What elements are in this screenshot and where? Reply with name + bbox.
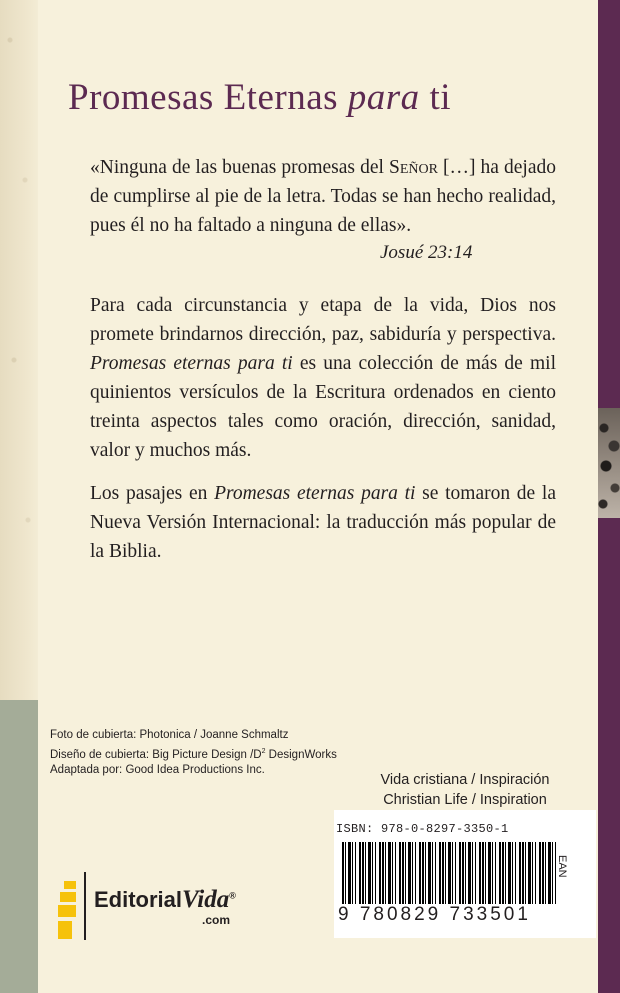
quote-text-a: «Ninguna de las buenas promesas del	[90, 157, 384, 178]
credit-adaptation: Adaptada por: Good Idea Productions Inc.	[50, 763, 265, 776]
ean-label: EAN	[556, 855, 568, 878]
quote-lord-smallcaps: Señor	[388, 157, 438, 178]
publisher-domain: .com	[202, 913, 231, 927]
publisher-word-editorial: Editorial	[94, 887, 183, 912]
para2-text-b: se tomaron de la Nueva Versión Internacional: la traducción más popular de la Biblia.	[90, 483, 556, 562]
title-part-3: ti	[429, 77, 451, 118]
description-paragraph-1	[90, 291, 556, 465]
publisher-word-vida: Vida	[182, 886, 230, 913]
registered-mark: ®	[229, 890, 236, 901]
credit-design-a: Diseño de cubierta: Big Picture Design /D	[50, 748, 262, 761]
title-part-1: Promesas Eternas	[68, 77, 339, 118]
para1-text-b: es una colección de más de mil quinientos versículos de la Escritura ordenados en ciento treinta aspectos tales como oración, dirección, sanidad, valor y muchos más.	[90, 353, 556, 461]
para1-text-a: Para cada circunstancia y etapa de la vida, Dios nos promete brindarnos dirección, paz, sabiduría y perspectiva.	[90, 295, 556, 345]
logo-divider	[84, 872, 86, 940]
title-part-2-italic: para	[347, 77, 420, 118]
book-title	[68, 76, 588, 119]
cover-credits	[50, 728, 337, 778]
description-paragraph-2	[90, 479, 556, 566]
credit-design-b: DesignWorks	[265, 748, 337, 761]
category-spanish: Vida cristiana / Inspiración	[380, 772, 550, 788]
publisher-logo-icon	[58, 881, 76, 939]
credit-photo: Foto de cubierta: Photonica / Joanne Schmaltz	[50, 729, 289, 741]
category-english: Christian Life / Inspiration	[383, 792, 547, 808]
credit-design	[50, 744, 337, 763]
credit-design-sup: 2	[261, 747, 266, 755]
para2-text-a: Los pasajes en	[90, 483, 208, 504]
isbn-text: ISBN: 978-0-8297-3350-1	[336, 822, 509, 836]
quote-reference: Josué 23:14	[380, 242, 473, 263]
sage-strip	[0, 700, 38, 993]
quote-text-b: […] ha dejado de cumplirse al pie de la letra. Todas se han hecho realidad, pues él no ha faltado a ninguna de ellas».	[90, 157, 556, 236]
para1-book-title: Promesas eternas para ti	[90, 353, 293, 374]
ean-digits: 9 780829 733501	[336, 904, 568, 926]
paper-texture-strip	[0, 0, 38, 700]
para2-book-title: Promesas eternas para ti	[214, 483, 416, 504]
scripture-quote	[90, 153, 556, 240]
cover-photo-sliver	[598, 408, 620, 518]
publisher-logo-text	[94, 886, 236, 914]
category-label	[334, 770, 596, 810]
